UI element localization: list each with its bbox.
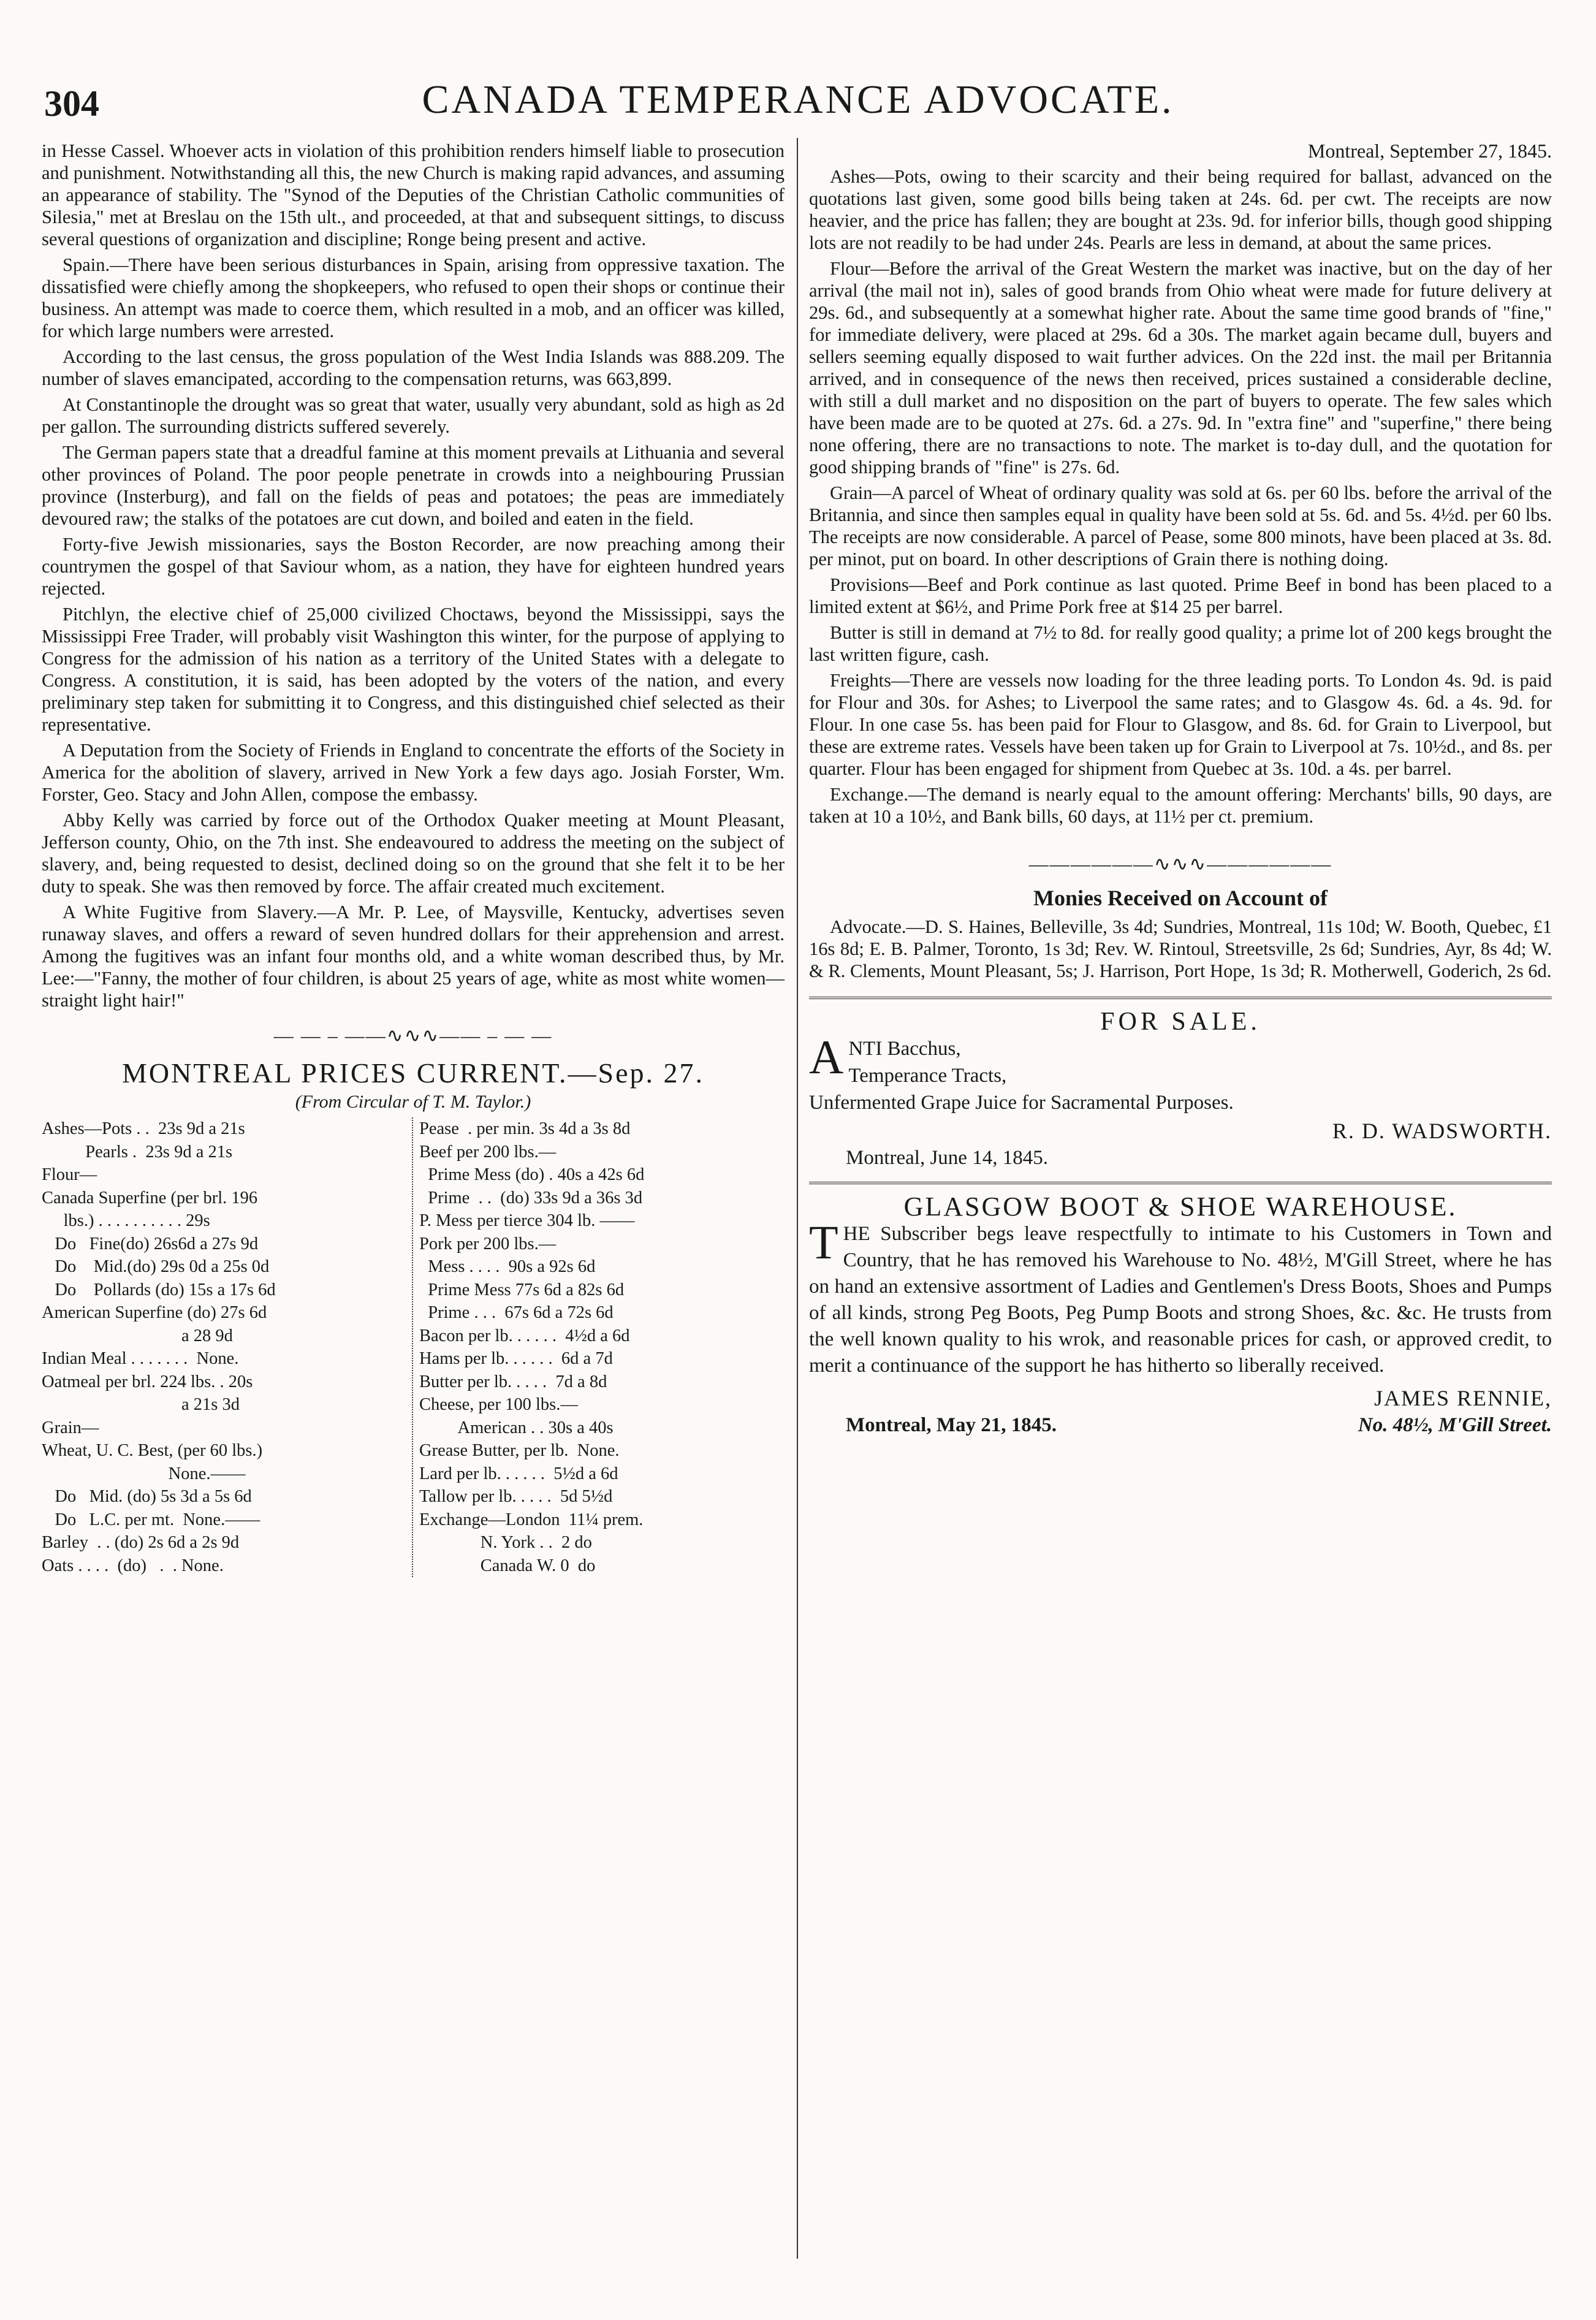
page-header	[0, 0, 1596, 124]
price-line: Pearls . 23s 9d a 21s	[42, 1142, 233, 1162]
market-paragraph-freights: Freights—There are vessels now loading for the three leading ports. To London 4s. 9d. is paid for Flour and 30s. for Ashes; to Liverpool the same rates; and to Glasgow 4s. 6d. a 4s. 9d. for Flour. In one case 5s. has been paid for Flour to Glasgow, and 8s. 6d. for Grain to Liverpool, but these are extreme rates. Vessels have been taken up for Grain to Liverpool at 7s. 10½d., and 8s. per quarter. Flour has been engaged for shipment from Quebec at 3s. 10d. a 4s. per barrel.	[809, 670, 1552, 779]
ornament-divider: — — – ——∿∿∿—— – — —	[273, 1024, 553, 1046]
ornament-divider: ——————∿∿∿——————	[1028, 853, 1332, 875]
prices-column-left	[42, 1117, 413, 1577]
column-divider	[797, 138, 798, 2259]
article-paragraph-deputation: A Deputation from the Society of Friends in England to concentrate the efforts of the Society in America for the abolition of slavery, arrived in New York a few days ago. Josiah Forster, Wm. Forster, Geo. Stacy and John Allen, compose the embassy.	[42, 740, 785, 805]
article-paragraph-census: According to the last census, the gross population of the West India Islands was 888.209. The number of slaves emancipated, according to the compensation returns, was 663,899.	[42, 346, 785, 389]
boot-dropcap: T	[809, 1215, 838, 1269]
article-paragraph-missionaries: Forty-five Jewish missionaries, says the Boston Recorder, are now preaching among their countrymen the gospel of that Saviour whom, as a nation, they have for eighteen hundred years rejected.	[42, 534, 785, 599]
price-line: N. York . . 2 do	[419, 1533, 592, 1552]
prices-current-section	[42, 1057, 785, 1577]
price-line: Prime Mess (do) . 40s a 42s 6d	[419, 1165, 645, 1184]
for-sale-line: NTI Bacchus,	[848, 1038, 961, 1060]
right-column	[809, 140, 1552, 1439]
market-paragraph-ashes: Ashes—Pots, owing to their scarcity and their being required for ballast, advanced on the quotations last given, some good bills being taken at 24s. 6d. per cwt. The receipts are now heavier, and the price has fallen; they are bought at 23s. 9d. for inferior bills, though good shipping lots are not readily to be had under 24s. Pearls are less in demand, at about the same prices.	[809, 166, 1552, 253]
prices-table	[42, 1117, 785, 1577]
article-paragraph-spain: Spain.—There have been serious disturbances in Spain, arising from oppressive taxation. The dissatisfied were chiefly among the shopkeepers, who refused to open their shops or continue their business. An attempt was made to coerce them, which resulted in a mob, and an officer was killed, for which large numbers were arrested.	[42, 254, 785, 341]
article-paragraph-pitchlyn: Pitchlyn, the elective chief of 25,000 civilized Choctaws, beyond the Mississippi, says the Mississippi Free Trader, will probably visit Washington this winter, for the purpose of applying to Congress for the admission of his nation as a territory of the United States with a delegate to Congress. A constitution, it is said, has been adopted by the voters of the nation, and every preliminary step taken for submitting it to Congress, and this distinguished chief selected as their representative.	[42, 604, 785, 735]
price-line: American . . 30s a 40s	[419, 1418, 614, 1437]
price-line: None.——	[42, 1464, 246, 1483]
market-paragraph-provisions: Provisions—Beef and Pork continue as last quoted. Prime Beef in bond has been placed to a limited extent at $6½, and Prime Pork free at $14 25 per barrel.	[809, 574, 1552, 617]
market-paragraph-exchange: Exchange.—The demand is nearly equal to the amount offering: Merchants' bills, 90 days, are taken at 10 a 10½, and Bank bills, 60 days, at 11½ per ct. premium.	[809, 784, 1552, 827]
price-line: Pork per 200 lbs.—	[419, 1234, 557, 1253]
price-line: Grease Butter, per lb. None.	[419, 1441, 620, 1460]
boot-warehouse-ad	[809, 1194, 1552, 1438]
boot-signature: JAMES RENNIE,	[1374, 1386, 1552, 1410]
boot-date: Montreal, May 21, 1845.	[846, 1414, 1057, 1436]
price-line: Mess . . . . 90s a 92s 6d	[419, 1257, 596, 1276]
price-line: Do Mid.(do) 29s 0d a 25s 0d	[42, 1257, 270, 1276]
price-line: a 21s 3d	[42, 1395, 240, 1414]
price-line: P. Mess per tierce 304 lb. ——	[419, 1211, 635, 1230]
price-line: Hams per lb. . . . . . 6d a 7d	[419, 1349, 613, 1368]
price-line: Pease . per min. 3s 4d a 3s 8d	[419, 1119, 631, 1138]
price-line: Beef per 200 lbs.—	[419, 1142, 557, 1162]
price-line: Cheese, per 100 lbs.—	[419, 1395, 578, 1414]
price-line: a 28 9d	[42, 1326, 233, 1345]
price-line: Barley . . (do) 2s 6d a 2s 9d	[42, 1533, 240, 1552]
price-line: Prime . . . 67s 6d a 72s 6d	[419, 1303, 614, 1322]
price-line: Indian Meal . . . . . . . None.	[42, 1349, 239, 1368]
market-dateline: Montreal, September 27, 1845.	[1307, 140, 1552, 162]
for-sale-body	[809, 1036, 1552, 1117]
price-line: Oats . . . . (do) . . None.	[42, 1556, 224, 1575]
price-line: Wheat, U. C. Best, (per 60 lbs.)	[42, 1441, 263, 1460]
price-line: Grain—	[42, 1418, 99, 1437]
masthead-title: CANADA TEMPERANCE ADVOCATE.	[422, 77, 1174, 122]
monies-text: Advocate.—D. S. Haines, Belleville, 3s 4d; Sundries, Montreal, 11s 10d; W. Booth, Quebec, £1 16s 8d; E. B. Palmer, Toronto, 1s 3d; Rev. W. Rintoul, Streetsville, 2s 6d; Sundries, Ayr, 8s 4d; W. & R. Clements, Mount Pleasant, 5s; J. Harrison, Port Hope, 1s 3d; R. Motherwell, Goderich, 2s 6d.	[809, 916, 1552, 981]
price-line: Lard per lb. . . . . . 5½d a 6d	[419, 1464, 618, 1483]
price-line: Do L.C. per mt. None.——	[42, 1510, 260, 1529]
price-line: Exchange—London 11¼ prem.	[419, 1510, 644, 1529]
section-rule	[809, 997, 1552, 999]
price-line: Canada W. 0 do	[419, 1556, 596, 1575]
for-sale-line: Unfermented Grape Juice for Sacramental Purposes.	[809, 1092, 1234, 1114]
for-sale-ad	[809, 1009, 1552, 1171]
for-sale-dropcap: A	[809, 1036, 844, 1084]
price-line: Flour—	[42, 1165, 97, 1184]
price-line: Prime . . (do) 33s 9d a 36s 3d	[419, 1188, 643, 1208]
price-line: Oatmeal per brl. 224 lbs. . 20s	[42, 1372, 253, 1391]
price-line: Do Pollards (do) 15s a 17s 6d	[42, 1280, 276, 1299]
boot-footer	[809, 1412, 1552, 1438]
monies-title: Monies Received on Account of	[1033, 886, 1328, 910]
for-sale-signature: R. D. WADSWORTH.	[1332, 1119, 1552, 1143]
boot-address: No. 48½, M'Gill Street.	[1358, 1414, 1552, 1436]
price-line: Do Mid. (do) 5s 3d a 5s 6d	[42, 1487, 252, 1506]
price-line: Do Fine(do) 26s6d a 27s 9d	[42, 1234, 259, 1253]
article-paragraph-famine: The German papers state that a dreadful famine at this moment prevails at Lithuania and several other provinces of Poland. The poor people penetrate in crowds into a neighbouring Prussian province (Insterburg), and fall on the fields of peas and potatoes; the peas are immediately devoured raw; the stalks of the potatoes are cut down, and boiled and eaten in the field.	[42, 442, 785, 529]
page-number: 304	[44, 83, 99, 124]
monies-section	[809, 885, 1552, 982]
boot-text: HE Subscriber begs leave respectfully to intimate to his Customers in Town and Country, that he has removed his Warehouse to No. 48½, M'Gill Street, where he has on hand an extensive assortment of Ladies and Gentlemen's Dress Boots, Shoes and Pumps of all kinds, strong Peg Boots, Peg Pump Boots and strong Shoes, &c. &c. He trusts from the well known quality to his wrok, and reasonable prices for cash, or approved credit, to merit a continuance of the support he has hitherto so liberally received.	[809, 1223, 1552, 1377]
price-line: Prime Mess 77s 6d a 82s 6d	[419, 1280, 625, 1299]
boot-title: GLASGOW BOOT & SHOE WAREHOUSE.	[903, 1192, 1457, 1222]
market-paragraph-grain: Grain—A parcel of Wheat of ordinary quality was sold at 6s. per 60 lbs. before the arrival of the Britannia, and since then samples equal in quality have been sold at 5s. 6d. and 5s. 4½d. per 60 lbs. The receipts are now considerable. A parcel of Pease, some 800 minots, have been placed at 3s. 8d. per minot, put on board. In other descriptions of Grain there is nothing doing.	[809, 482, 1552, 569]
market-paragraph-flour: Flour—Before the arrival of the Great Western the market was inactive, but on the day of her arrival (the mail not in), sales of good brands from Ohio wheat were made for future delivery at 29s. 6d., and subsequently at a somewhat higher rate. About the same time good brands of "fine," for immediate delivery, were placed at 29s. 6d a 30s. The market again became dull, buyers and sellers seeming equally disposed to wait further advices. On the 22d inst. the mail per Britannia arrived, and in consequence of the news then received, prices sustained a considerable decline, with still a dull market and no disposition on the part of buyers to operate. The few sales which have been made are to be quoted at 27s. 6d. a 27s. 9d. In "extra fine" and "superfine," there being none offering, there are no transactions to note. The market is to-day dull, and the quotation for good shipping brands of "fine" is 27s. 6d.	[809, 258, 1552, 477]
for-sale-title: FOR SALE.	[1100, 1008, 1261, 1036]
section-rule	[809, 1182, 1552, 1184]
price-line: lbs.) . . . . . . . . . . 29s	[42, 1211, 210, 1230]
price-line: Bacon per lb. . . . . . 4½d a 6d	[419, 1326, 630, 1345]
price-line: Butter per lb. . . . . 7d a 8d	[419, 1372, 607, 1391]
for-sale-line: Temperance Tracts,	[848, 1065, 1007, 1087]
price-line: Canada Superfine (per brl. 196	[42, 1188, 258, 1208]
prices-title: MONTREAL PRICES CURRENT.—Sep. 27.	[121, 1057, 705, 1089]
article-paragraph-hesse: in Hesse Cassel. Whoever acts in violation of this prohibition renders himself liable to prosecution and punishment. Notwithstanding all this, the new Church is making rapid advances, and assuming an appearance of stability. The "Synod of the Deputies of the Christian Catholic communities of Silesia," met at Breslau on the 15th ult., and proceeded, at that and subsequent sittings, to discuss several questions of organization and discipline; Ronge being present and active.	[42, 140, 785, 249]
left-column	[42, 140, 785, 1577]
price-line: American Superfine (do) 27s 6d	[42, 1303, 267, 1322]
article-paragraph-constantinople: At Constantinople the drought was so great that water, usually very abundant, sold as high as 2d per gallon. The surrounding districts suffered severely.	[42, 394, 785, 437]
prices-source: (From Circular of T. M. Taylor.)	[295, 1092, 531, 1112]
article-paragraph-abby-kelly: Abby Kelly was carried by force out of the Orthodox Quaker meeting at Mount Pleasant, Jefferson county, Ohio, on the 7th inst. She endeavoured to address the meeting on the subject of slavery, and, being requested to desist, declined doing so on the ground that she felt it to be her duty to speak. She was then removed by force. The affair created much excitement.	[42, 810, 785, 897]
price-line: Tallow per lb. . . . . 5d 5½d	[419, 1487, 613, 1506]
market-paragraph-butter: Butter is still in demand at 7½ to 8d. for really good quality; a prime lot of 200 kegs brought the last written figure, cash.	[809, 622, 1552, 665]
boot-body	[809, 1215, 1552, 1379]
for-sale-date: Montreal, June 14, 1845.	[846, 1147, 1048, 1169]
article-paragraph-white-fugitive: A White Fugitive from Slavery.—A Mr. P. Lee, of Maysville, Kentucky, advertises seven runaway slaves, and offers a reward of seven hundred dollars for their apprehension and arrest. Among the fugitives was an infant four months old, and a white woman described thus, by Mr. Lee:—"Fanny, the mother of four children, is about 25 years of age, white as most white women—straight light hair!"	[42, 902, 785, 1011]
price-line: Ashes—Pots . . 23s 9d a 21s	[42, 1119, 245, 1138]
prices-column-right	[413, 1117, 785, 1577]
